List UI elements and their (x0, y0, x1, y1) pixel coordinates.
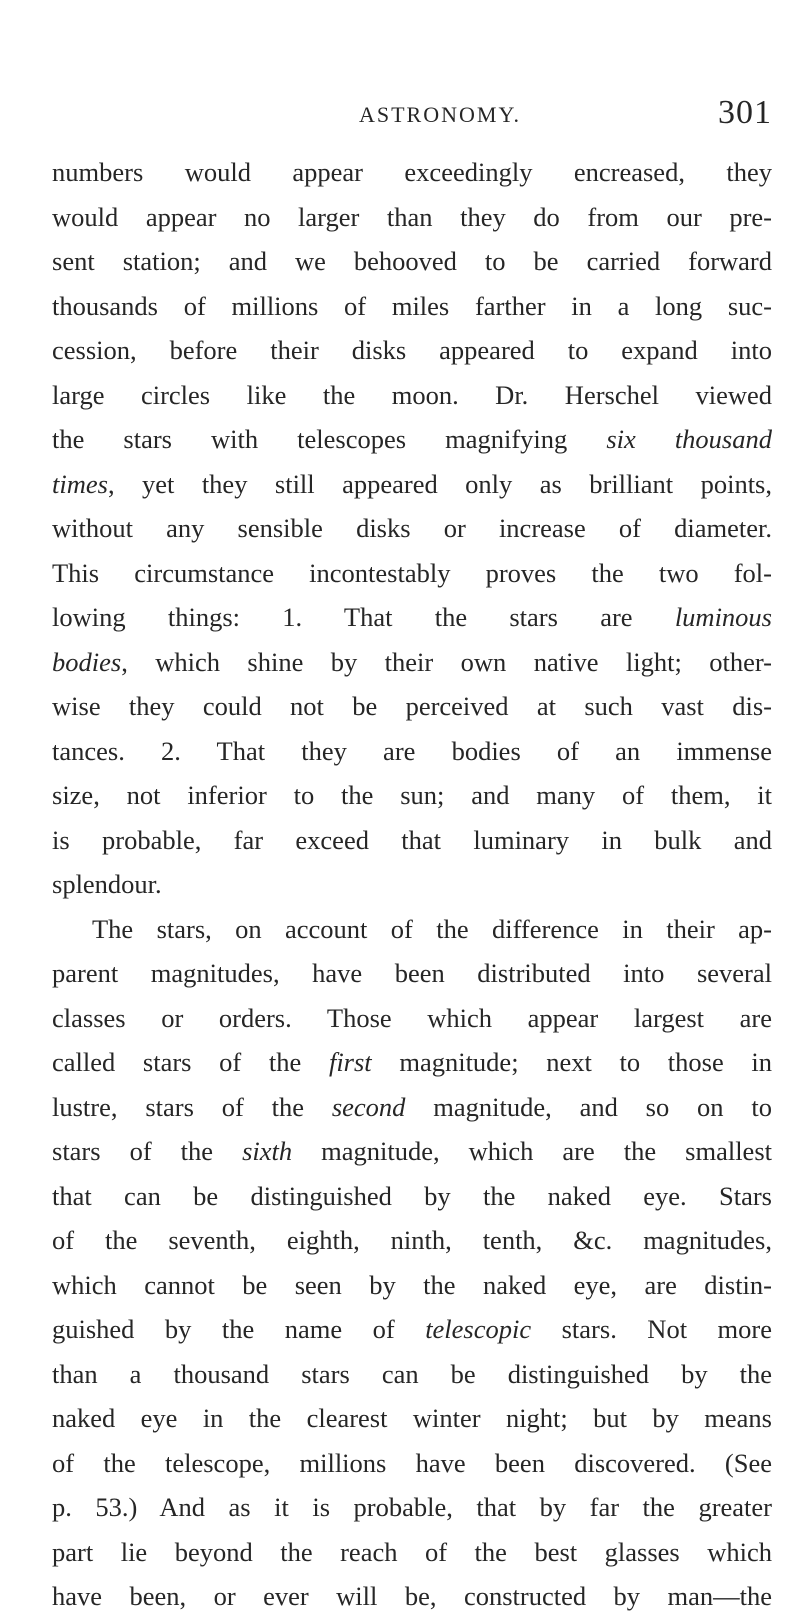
italic-phrase: second (331, 1091, 406, 1122)
italic-phrase: sixth (242, 1136, 293, 1166)
text-line: the stars with telescopes magnifying six thousand (52, 424, 772, 454)
text-line: The stars, on account of the difference in their ap- (92, 913, 772, 944)
italic-phrase: bodies (52, 646, 122, 677)
page-number: 301 (718, 94, 772, 131)
text-line: thousands of millions of miles farther in a long suc- (52, 290, 772, 321)
text-line: bodies, which shine by their own native light; other- (52, 646, 772, 677)
text-line: have been, or ever will be, constructed by man—the (52, 1581, 772, 1611)
text-line: which cannot be seen by the naked eye, are distin- (52, 1269, 772, 1300)
italic-phrase: six thousand (606, 424, 772, 454)
text-line: than a thousand stars can be distinguished by the (52, 1358, 772, 1389)
text-line: sent station; and we behooved to be carried forward (52, 246, 772, 276)
running-head (60, 94, 780, 140)
italic-phrase: first (328, 1047, 372, 1077)
text-line: parent magnitudes, have been distributed into several (52, 958, 772, 988)
text-line: of the seventh, eighth, ninth, tenth, &c. magnitudes, (52, 1225, 772, 1255)
text-line: cession, before their disks appeared to expand into (52, 335, 772, 365)
text-line: guished by the name of telescopic stars. Not more (52, 1314, 772, 1344)
italic-phrase: luminous (674, 602, 772, 632)
text-line: times, yet they still appeared only as brilliant points, (52, 468, 772, 499)
text-line: wise they could not be perceived at such vast dis- (52, 691, 772, 721)
italic-phrase: times (52, 468, 108, 499)
text-line: classes or orders. Those which appear largest are (52, 1002, 772, 1033)
text-line: lustre, stars of the second magnitude, and so on to (52, 1091, 772, 1122)
text-line: p. 53.) And as it is probable, that by far the greater (52, 1492, 772, 1522)
text-line: part lie beyond the reach of the best glasses which (52, 1536, 772, 1567)
text-line: stars of the sixth magnitude, which are the smallest (52, 1136, 772, 1166)
text-line: of the telescope, millions have been discovered. (See (52, 1447, 772, 1478)
text-line: This circumstance incontestably proves the two fol- (52, 557, 772, 588)
text-line: that can be distinguished by the naked eye. Stars (52, 1180, 772, 1211)
text-line: size, not inferior to the sun; and many of them, it (52, 780, 772, 810)
text-line: numbers would appear exceedingly encreased, they (52, 157, 772, 187)
text-line: large circles like the moon. Dr. Herschel viewed (52, 379, 772, 410)
running-title: ASTRONOMY. (358, 102, 521, 127)
text-line: naked eye in the clearest winter night; but by means (52, 1403, 772, 1433)
text-line: without any sensible disks or increase of diameter. (52, 513, 772, 543)
text-line: called stars of the first magnitude; next to those in (52, 1047, 772, 1077)
text-line: tances. 2. That they are bodies of an immense (52, 735, 772, 766)
text-line: splendour. (52, 869, 162, 899)
text-line: lowing things: 1. That the stars are luminous (52, 602, 772, 632)
text-line: is probable, far exceed that luminary in bulk and (52, 824, 772, 855)
body-text (52, 150, 772, 1619)
italic-phrase: telescopic (425, 1314, 532, 1344)
text-line: would appear no larger than they do from our pre- (52, 201, 772, 232)
